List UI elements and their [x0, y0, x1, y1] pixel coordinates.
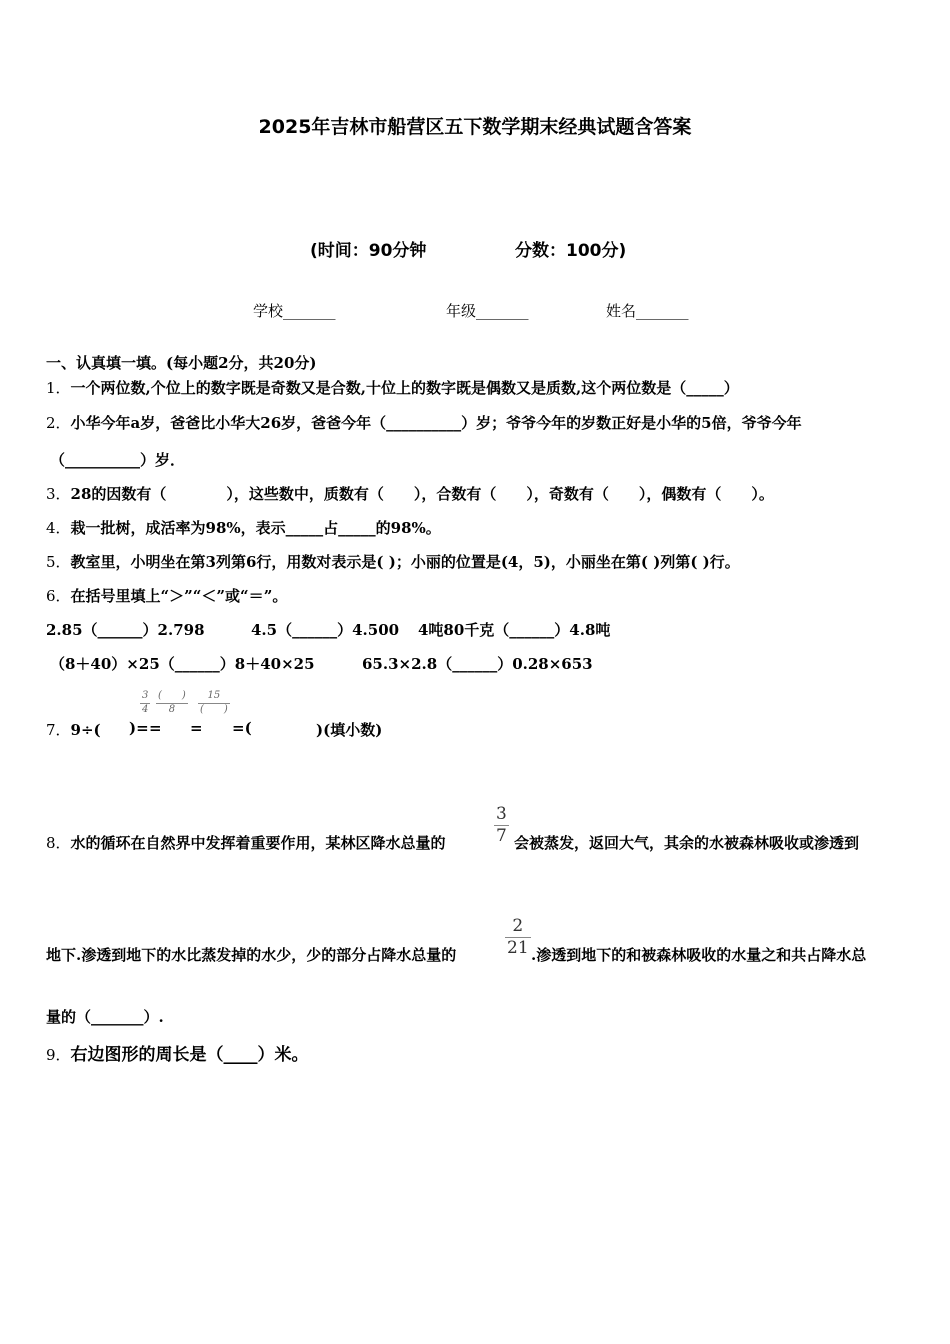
question-text: 一个两位数,个位上的数字既是奇数又是合数,十位上的数字既是偶数又是质数,这个两位数是（_____）: [70, 379, 739, 397]
fraction-2-21: $\frac{2}{21}$: [507, 916, 529, 959]
section-heading: 一、认真填一填。(每小题2分，共20分): [46, 354, 317, 372]
question-8-end: 量的（_______）.: [46, 1008, 164, 1026]
question-number: 1．: [46, 379, 71, 397]
question-5: [46, 551, 740, 572]
name-field: 姓名_______: [606, 302, 689, 320]
question-6: [46, 585, 287, 606]
grade-field: 年级_______: [446, 302, 529, 320]
school-field: 学校_______: [253, 302, 336, 320]
score-label: 分数：100分): [515, 241, 627, 261]
fraction-15-blank: 15 ( ): [200, 690, 228, 715]
question-9: [46, 1040, 309, 1065]
question-1: [46, 377, 739, 398]
compare-1: 2.85（______）2.798: [46, 621, 205, 639]
question-number: 6．: [46, 587, 71, 605]
question-number: 3．: [46, 485, 71, 503]
question-number: 9．: [46, 1046, 71, 1064]
question-4: [46, 517, 441, 538]
question-text: 小华今年a岁，爸爸比小华大26岁，爸爸今年（__________）岁；爷爷今年的岁数正好是小华的5倍，爷爷今年: [70, 414, 802, 432]
page-title: 2025年吉林市船营区五下数学期末经典试题含答案: [258, 116, 692, 138]
fraction-3-4: $\frac{3}{4}$: [142, 690, 149, 715]
fraction-3-7: $\frac{3}{7}$: [496, 804, 507, 847]
question-text: 在括号里填上“＞”“＜”或“＝”。: [70, 587, 288, 605]
compare-4: （8＋40）×25（______）8＋40×25: [50, 655, 315, 673]
question-number: 7．: [46, 721, 71, 739]
question-text: 28的因数有（ ），这些数中，质数有（ ），合数有（ ），奇数有（ ），偶数有（ ）。: [70, 485, 774, 503]
question-2-cont: （__________）岁．: [50, 451, 186, 469]
time-label: (时间：90分钟: [310, 241, 427, 261]
question-text: 教室里，小明坐在第3列第6行，用数对表示是( )；小丽的位置是(4，5)，小丽坐在第( )列第( )行。: [70, 553, 740, 571]
question-8-cont: 地下.渗透到地下的水比蒸发掉的水少，少的部分占降水总量的: [46, 946, 457, 964]
question-3: [46, 483, 774, 504]
question-7: 7．9÷(: [46, 721, 101, 739]
question-number: 2．: [46, 414, 71, 432]
compare-5: 65.3×2.8（______）0.28×653: [362, 655, 593, 673]
compare-2: 4.5（______）4.500: [251, 621, 400, 639]
question-text: 栽一批树，成活率为98%，表示_____占_____的98%。: [70, 519, 441, 537]
question-2: [46, 412, 802, 433]
question-text: 右边图形的周长是（____）米。: [70, 1045, 309, 1065]
question-number: 5．: [46, 553, 71, 571]
question-number: 8．: [46, 834, 71, 852]
question-8: 8．水的循环在自然界中发挥着重要作用，某林区降水总量的: [46, 834, 446, 852]
fraction-blank-8: ( ) 8: [158, 690, 186, 715]
question-number: 4．: [46, 519, 71, 537]
compare-3: 4吨80千克（______）4.8吨: [418, 621, 611, 639]
